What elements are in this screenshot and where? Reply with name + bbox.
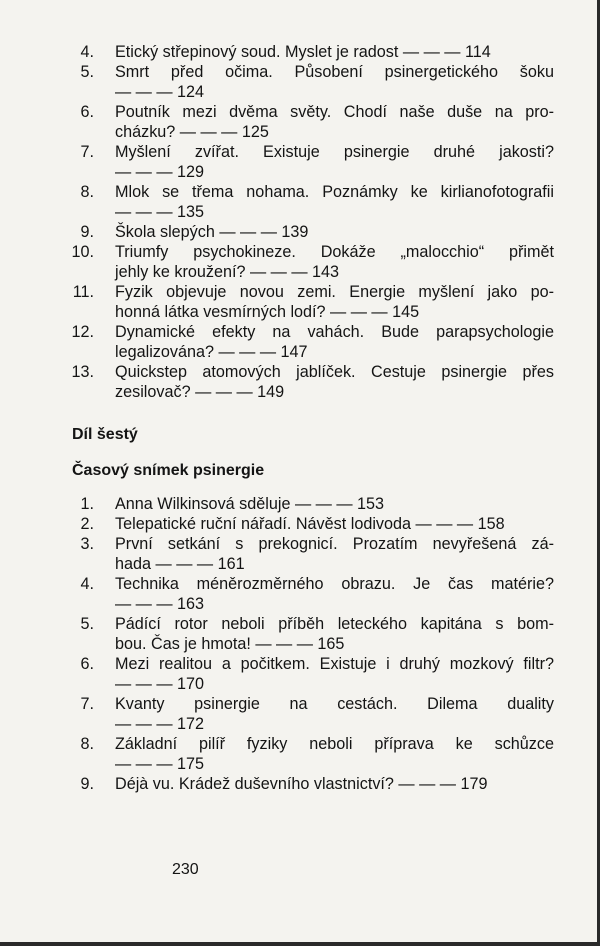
toc-entry-number: 6. [80,655,94,673]
toc-entry [78,42,554,62]
toc-entry-line: — — — 175 [115,755,205,773]
toc-entry-line: Poutník mezi dvěma světy. Chodí naše duše na pro- [115,103,554,121]
toc-entry [78,534,554,574]
toc-entry [78,142,554,182]
toc-entry-number: 10. [71,243,94,261]
toc-entry-line: — — — 124 [115,83,205,101]
toc-entry-line: — — — 172 [115,715,205,733]
toc-entry-number: 6. [80,103,94,121]
toc-entry [78,182,554,222]
part-heading: Díl šestý [72,426,138,443]
toc-entry-line: hada — — — 161 [115,555,245,573]
toc-entry-line: První setkání s prekognicí. Prozatím nevyřešená zá- [115,535,554,553]
toc-entry-line: Quickstep atomových jablíček. Cestuje psinergie přes [115,363,554,381]
toc-entry-number: 3. [80,535,94,553]
toc-entry-line: Etický střepinový soud. Myslet je radost — — — 114 [115,43,491,61]
toc-entry [71,322,554,362]
toc-entry-line: Déjà vu. Krádež duševního vlastnictví? — — — 179 [115,775,488,793]
toc-entry-number: 8. [80,183,94,201]
toc-entry-line: Myšlení zvířat. Existuje psinergie druhé jakosti? [115,143,554,161]
toc-entry [78,494,554,514]
toc-entry-number: 12. [71,323,94,341]
toc-entry-line: legalizována? — — — 147 [115,343,308,361]
toc-entry-number: 5. [80,63,94,81]
toc-entry-number: 4. [80,43,94,61]
toc-entry [78,734,554,774]
toc-entry-number: 11. [72,283,94,301]
toc-entry [78,102,554,142]
toc-entry [78,694,554,734]
toc-entry-line: Základní pilíř fyziky neboli příprava ke schůzce [115,735,554,753]
toc-entry-number: 5. [80,615,94,633]
toc-entry-line: jehly ke kroužení? — — — 143 [115,263,340,281]
toc-entry-line: Kvanty psinergie na cestách. Dilema duality [115,695,554,713]
toc-entry-line: Pádící rotor neboli příběh leteckého kapitána s bom- [115,615,554,633]
toc-entry-line: zesilovač? — — — 149 [115,383,285,401]
toc-entry [71,362,554,402]
toc-entry-line: — — — 170 [115,675,205,693]
toc-entry-line: Triumfy psychokineze. Dokáže „malocchio“ přimět [115,243,554,261]
toc-entry [78,514,554,534]
toc-entry-number: 7. [80,695,94,713]
toc-entry-number: 7. [80,143,94,161]
toc-entry [72,282,554,322]
toc-entry-line: Anna Wilkinsová sděluje — — — 153 [115,495,385,513]
toc-entry-line: Dynamické efekty na vahách. Bude parapsychologie [115,323,554,341]
toc-entry-line: honná látka vesmírných lodí? — — — 145 [115,303,420,321]
toc-entry-line: — — — 135 [115,203,205,221]
toc-entry-line: cházku? — — — 125 [115,123,269,141]
toc-entry [78,654,554,694]
toc-entry-number: 9. [80,223,94,241]
toc-entry-line: Mezi realitou a počitkem. Existuje i druhý mozkový filtr? [115,655,554,673]
toc-entry [78,774,554,794]
toc-list-part2 [78,494,554,794]
toc-entry-number: 9. [80,775,94,793]
toc-entry-line: Fyzik objevuje novou zemi. Energie myšlení jako po- [115,283,554,301]
toc-list-part1 [71,42,554,402]
toc-entry [78,574,554,614]
section-heading: Časový snímek psinergie [72,462,265,479]
toc-entry-number: 1. [80,495,94,513]
toc-entry-line: — — — 129 [115,163,205,181]
toc-entry-line: Technika méněrozměrného obrazu. Je čas matérie? [115,575,554,593]
toc-entry-number: 2. [80,515,94,533]
toc-entry-line: Mlok se třema nohama. Poznámky ke kirlianofotografii [115,183,554,201]
toc-entry [78,62,554,102]
toc-entry-line: bou. Čas je hmota! — — — 165 [115,635,345,653]
toc-entry-line: Telepatické ruční nářadí. Návěst lodivoda — — — 158 [115,515,505,533]
toc-entry-line: Smrt před očima. Působení psinergetického šoku [115,63,554,81]
toc-entry-line: Škola slepých — — — 139 [115,223,309,241]
toc-entry-number: 8. [80,735,94,753]
toc-entry-number: 13. [71,363,94,381]
toc-entry-number: 4. [80,575,94,593]
toc-entry [78,222,554,242]
page-number: 230 [172,861,199,878]
toc-entry [78,614,554,654]
toc-entry [71,242,554,282]
toc-entry-line: — — — 163 [115,595,205,613]
